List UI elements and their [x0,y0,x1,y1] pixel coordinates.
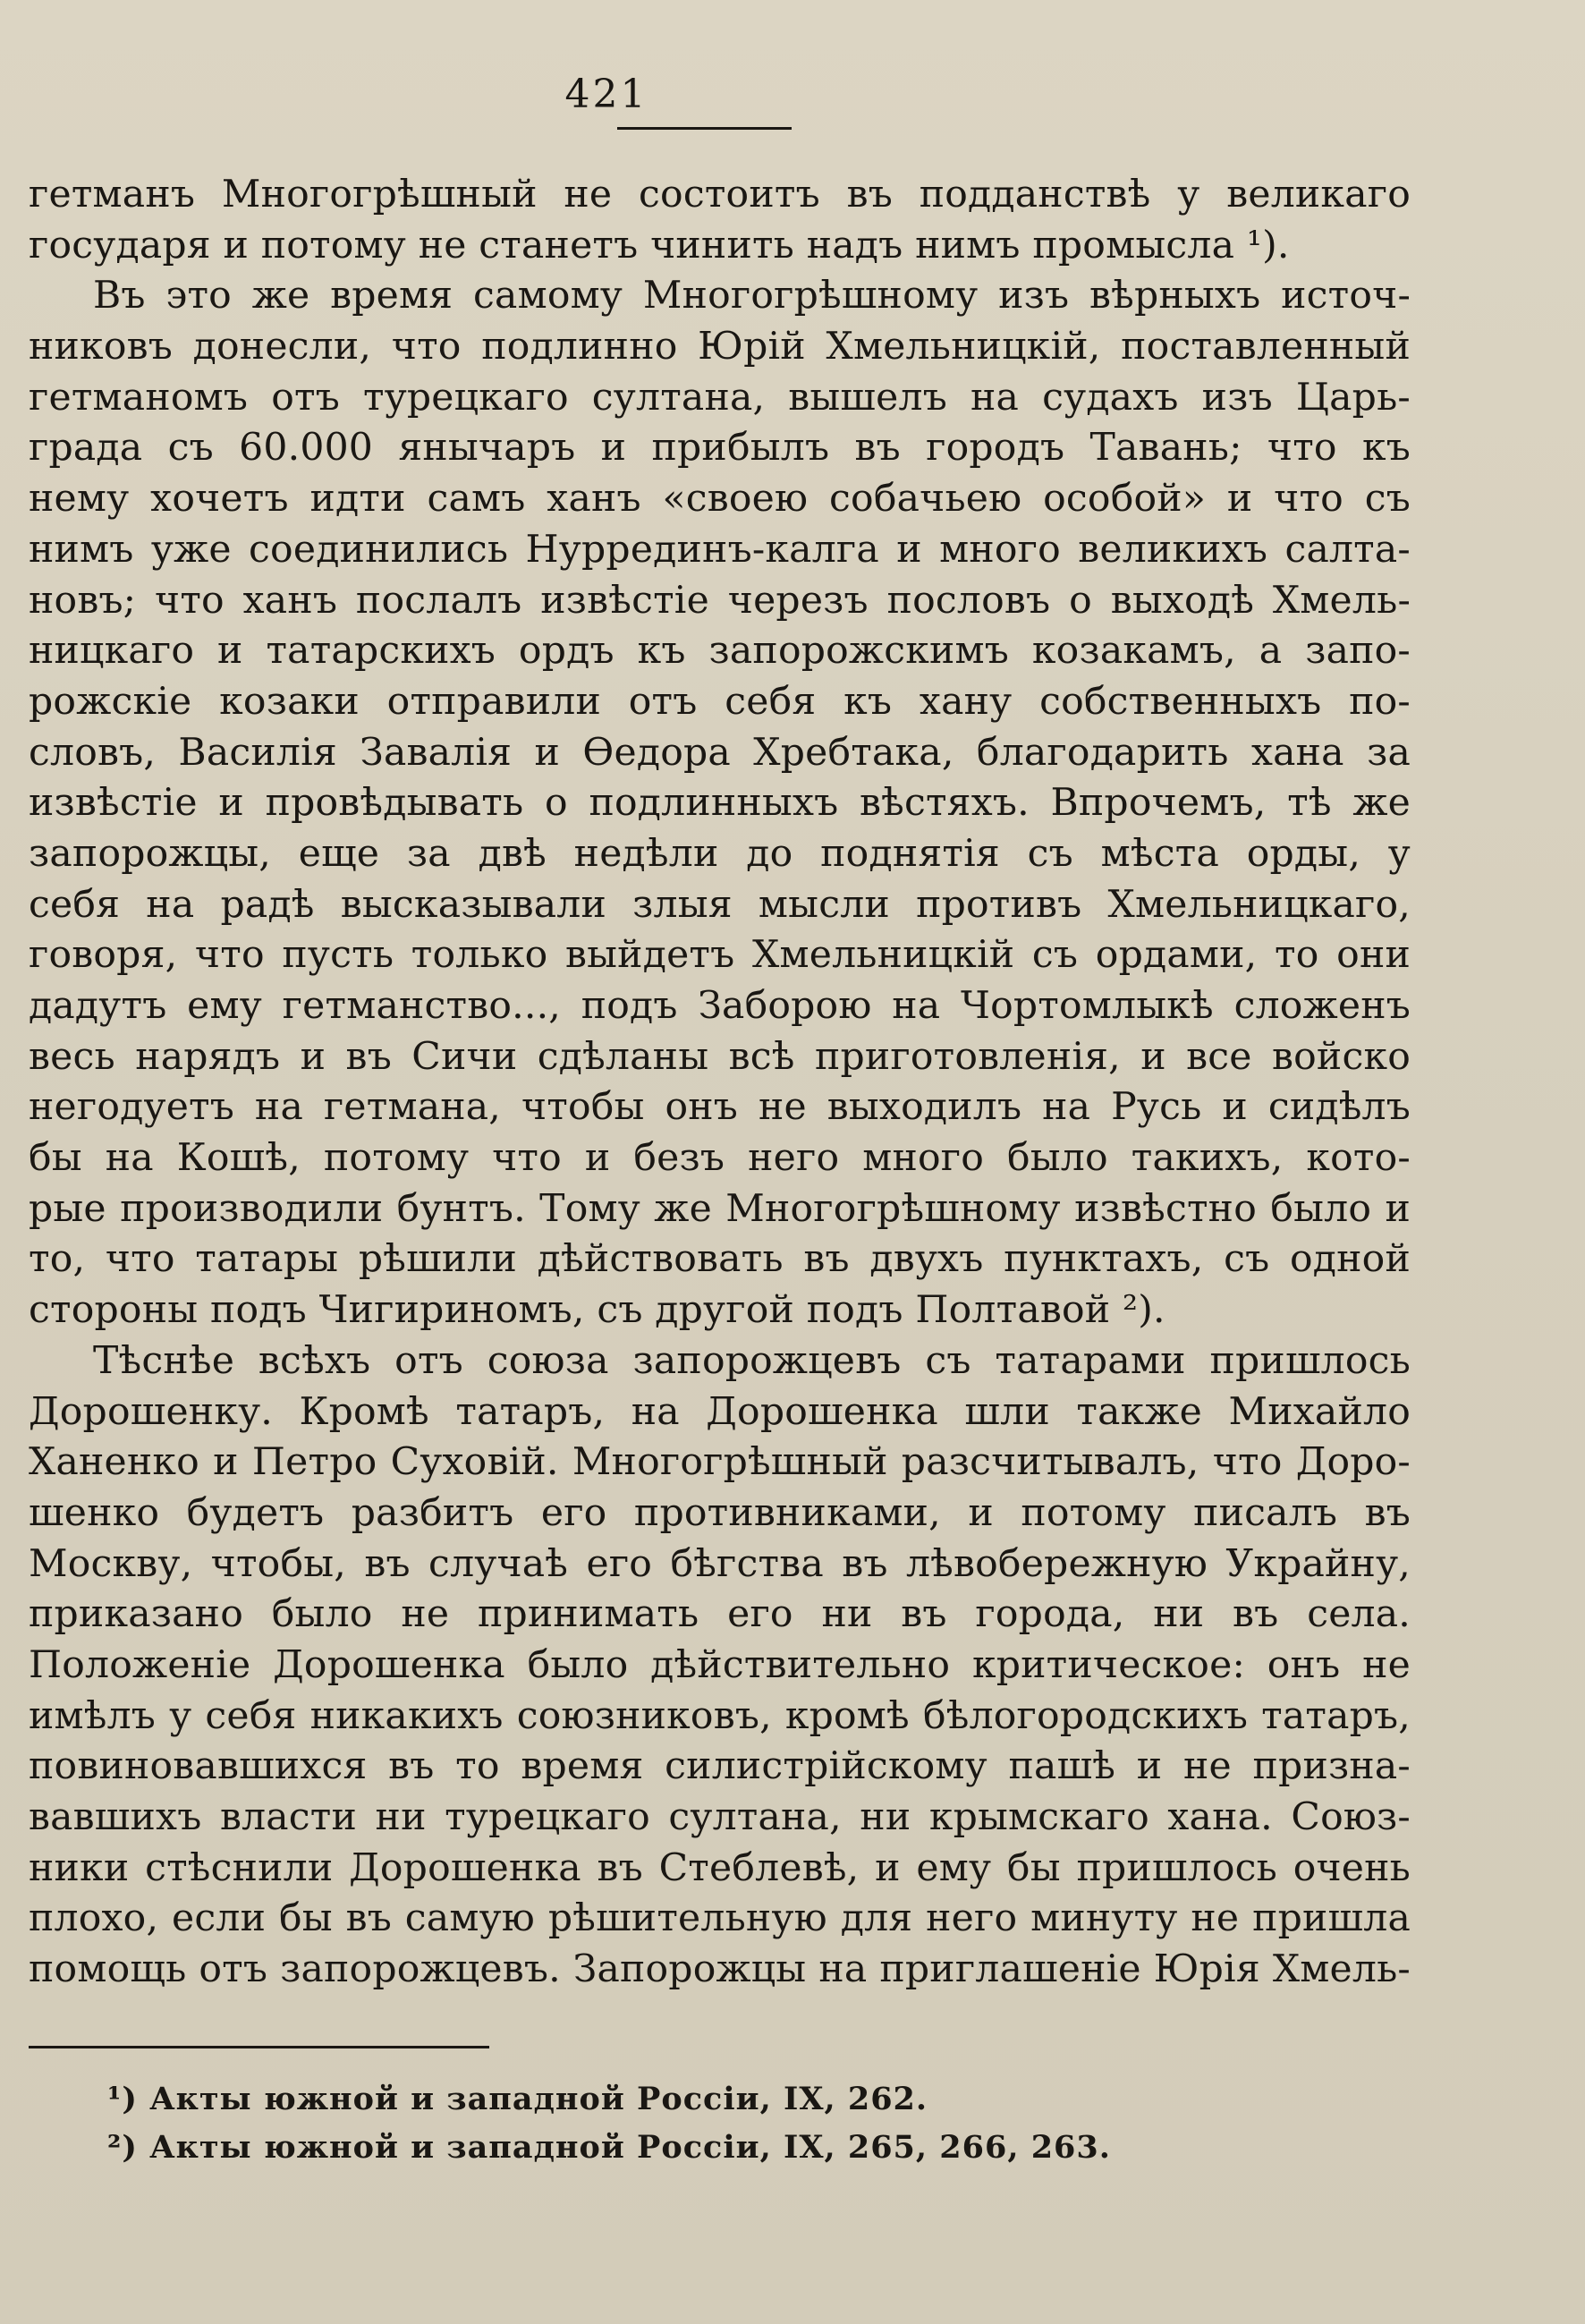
text-line: вавшихъ власти ни турецкаго султана, ни крымскаго хана. Союз- [29,1795,1411,1839]
text-line: негодуетъ на гетмана, чтобы онъ не выходилъ на Русь и сидѣлъ [29,1085,1411,1130]
text-line: Въ это же время самому Многогрѣшному изъ вѣрныхъ источ- [93,274,1411,318]
text-line: нему хочетъ идти самъ ханъ «своею собачьею особой» и что съ [29,477,1411,522]
text-line: шенко будетъ разбитъ его противниками, и потому писалъ въ [29,1490,1411,1535]
text-line: рые производили бунтъ. Тому же Многогрѣшному извѣстно было и [29,1186,1411,1231]
text-line: стороны подъ Чигириномъ, съ другой подъ Полтавой ²). [29,1288,1165,1333]
text-line: дадутъ ему гетманство..., подъ Заборою на Чортомлыкѣ сложенъ [29,984,1411,1028]
text-line: государя и потому не станетъ чинить надъ нимъ промысла ¹). [29,223,1290,267]
footnotes [107,2075,1360,2172]
text-line: говоря, что пусть только выйдетъ Хмельницкій съ ордами, то они [29,933,1411,978]
text-line: новъ; что ханъ послалъ извѣстіе черезъ пословъ о выходѣ Хмель- [29,578,1411,623]
text-line: Положеніе Дорошенка было дѣйствительно критическое: онъ не [29,1642,1411,1687]
text-line: ники стѣснили Дорошенка въ Стеблевѣ, и ему бы пришлось очень [29,1845,1411,1890]
text-line: словъ, Василія Завалія и Ѳедора Хребтака, благодарить хана за [29,730,1411,775]
text-line: града съ 60.000 янычаръ и прибылъ въ городъ Тавань; что къ [29,426,1411,471]
text-line: Дорошенку. Кромѣ татаръ, на Дорошенка шли также Михайло [29,1389,1411,1434]
text-line: весь нарядъ и въ Сичи сдѣланы всѣ приготовленія, и все войско [29,1034,1411,1079]
text-line: извѣстіе и провѣдывать о подлинныхъ вѣстяхъ. Впрочемъ, тѣ же [29,781,1411,826]
text-line: гетманомъ отъ турецкаго султана, вышелъ на судахъ изъ Царь- [29,375,1411,420]
footnote: ¹) Акты южной и западной Россіи, IX, 262. [107,2081,928,2117]
text-line: запорожцы, еще за двѣ недѣли до поднятія съ мѣста орды, у [29,831,1411,876]
text-line: Москву, чтобы, въ случаѣ его бѣгства въ лѣвобережную Украйну, [29,1541,1411,1586]
text-line: гетманъ Многогрѣшный не состоитъ въ подданствѣ у великаго [29,173,1411,216]
text-line: рожскіе козаки отправили отъ себя къ хану собственныхъ по- [29,679,1411,724]
text-line: бы на Кошѣ, потому что и безъ него много было такихъ, кото- [29,1136,1411,1181]
text-line: никовъ донесли, что подлинно Юрій Хмельницкій, поставленный [29,325,1411,369]
text-line: Тѣснѣе всѣхъ отъ союза запорожцевъ съ татарами пришлось [93,1338,1411,1383]
text-line: имѣлъ у себя никакихъ союзниковъ, кромѣ бѣлогородскихъ татаръ, [29,1693,1411,1738]
body-text [29,170,1411,1996]
footnote-rule [29,2046,489,2048]
page-number: 421 [564,72,648,117]
text-line: плохо, если бы въ самую рѣшительную для него минуту не пришла [29,1896,1411,1941]
text-line: повиновавшихся въ то время силистрійскому пашѣ и не призна- [29,1744,1411,1789]
text-line: Ханенко и Петро Суховій. Многогрѣшный разсчитывалъ, что Доро- [29,1440,1411,1485]
footnote: ²) Акты южной и западной Россіи, IX, 265, 266, 263. [107,2129,1111,2166]
text-line: приказано было не принимать его ни въ города, ни въ села. [29,1592,1411,1637]
text-line: себя на радѣ высказывали злыя мысли противъ Хмельницкаго, [29,882,1411,927]
text-line: ницкаго и татарскихъ ордъ къ запорожскимъ козакамъ, а запо- [29,629,1411,674]
text-line: нимъ уже соединились Нуррединъ-калга и много великихъ салта- [29,527,1411,572]
text-line: помощь отъ запорожцевъ. Запорожцы на приглашеніе Юрія Хмель- [29,1947,1411,1992]
text-line: то, что татары рѣшили дѣйствовать въ двухъ пунктахъ, съ одной [29,1237,1411,1282]
page-number-rule [617,127,792,130]
